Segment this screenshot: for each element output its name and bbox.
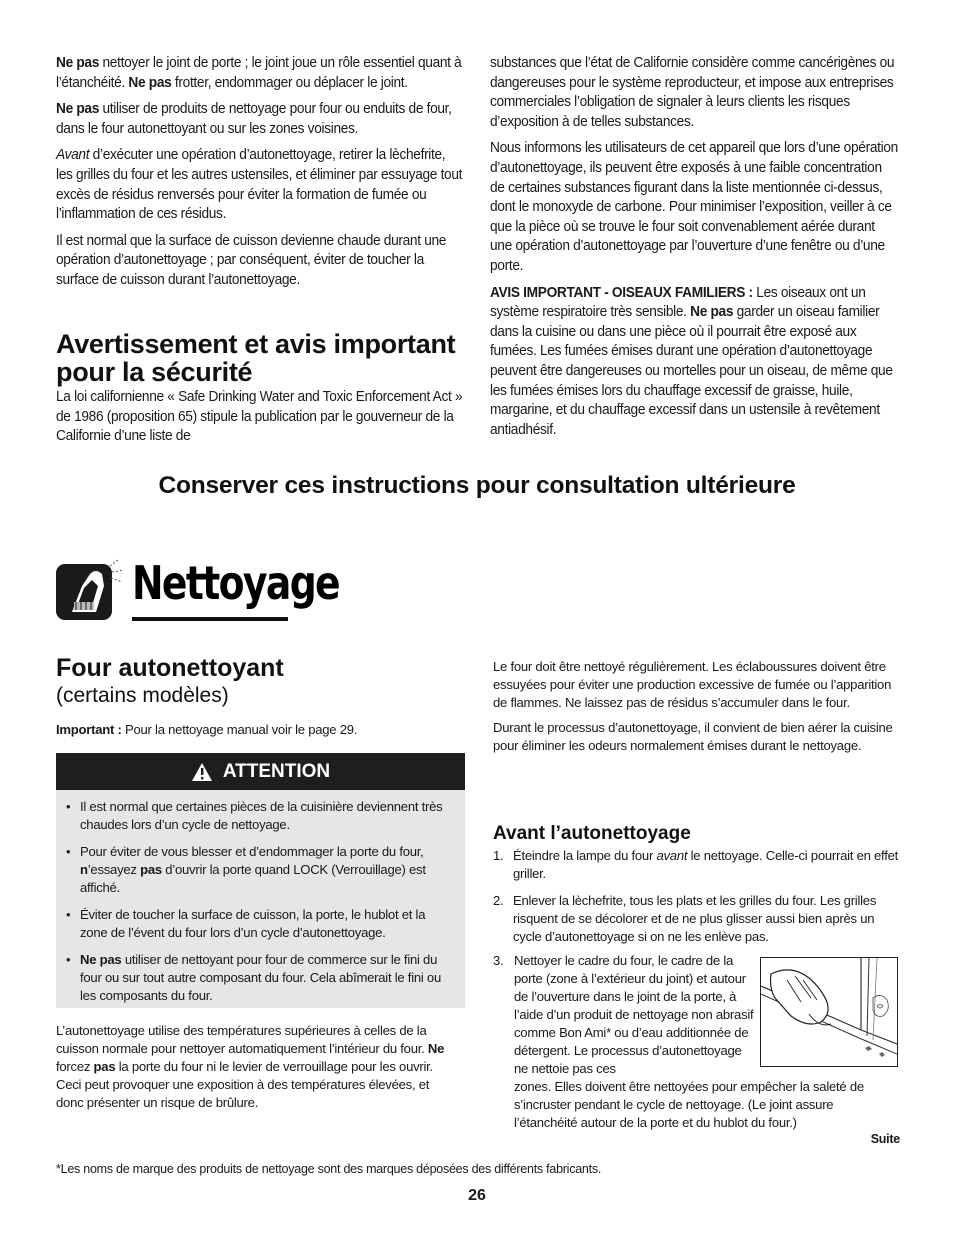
step-3: 3. Nettoyer le cadre du four, le cadre de la porte (zone à l’extérieur du joint) et autour de l’ouverture dans le joint de la porte, à l’aide d’un produit de nettoyage non abrasif comme Bon Ami* ou d’eau additionnée de détergent. Le processus d’autonettoyage ne nettoie pas ces bbox=[493, 953, 754, 1076]
continued-label: Suite bbox=[870, 1132, 900, 1146]
self-clean-description: L’autonettoyage utilise des températures supérieures à celles de la cuisson normale pour nettoyer automatiquement l’intérieur du four. Ne forcez pas la porte du four ni le levier de verrouillage pour les ouvrir. Ceci peut provoquer une exposition à des températures élevées, et donc présenter un risque de brûlure. bbox=[56, 1023, 445, 1110]
regular-cleaning-paragraph: Le four doit être nettoyé régulièrement. Les éclaboussures doivent être essuyées pour éviter une production excessive de fumée ou l’apparition de flammes. Ne laissez pas de résidus s’accumuler dans le four. bbox=[493, 659, 892, 710]
warning-icon bbox=[191, 762, 213, 782]
before-clean-paragraph: Avant d’exécuter une opération d’autonettoyage, retirer la lèchefrite, les grilles du four et les autres ustensiles, et éliminer par essuyage tout excès de résidus renversés pour éviter la formation de fumée ou l’inflammation de ces résidus. bbox=[56, 147, 463, 223]
attention-item: • Éviter de toucher la surface de cuisson, la porte, le hublot et la zone de l’évent du four lors d’un cycle d’autonettoyage. bbox=[66, 906, 443, 942]
before-self-clean-heading: Avant l’autonettoyage bbox=[493, 823, 691, 844]
important-note: Important : Pour la nettoyage manual voir le page 29. bbox=[56, 722, 358, 737]
section-title-underline bbox=[132, 617, 288, 621]
safety-heading: Avertissement et avis important pour la sécurité bbox=[56, 329, 456, 387]
attention-item: • Pour éviter de vous blesser et d’endommager la porte du four, n’essayez pas d’ouvrir la porte quand LOCK (Verrouillage) est affiché. bbox=[66, 843, 443, 897]
section-title: Nettoyage bbox=[132, 556, 339, 610]
step-2: 2. Enlever la lèchefrite, tous les plats et les grilles du four. Les grilles risquent de se décolorer et de ne plus glisser aussi bien après un cycle d’autonettoyage si on ne les enlève pas. bbox=[493, 893, 877, 944]
hot-surface-paragraph: Il est normal que la surface de cuisson devienne chaude durant une opération d’autonettoyage ; par conséquent, éviter de toucher la surface de cuisson durant l’autonettoyage. bbox=[56, 232, 447, 288]
self-clean-subtitle: (certains modèles) bbox=[56, 684, 229, 707]
attention-item: • Ne pas utiliser de nettoyant pour four de commerce sur le fini du four ou sur tout autre composant du four. Cela abîmerait le fini ou les composants du four. bbox=[66, 951, 443, 1005]
trademark-footnote: *Les noms de marque des produits de nettoyage sont des marques déposées des différents fabricants. bbox=[56, 1162, 602, 1176]
page-number: 26 bbox=[468, 1187, 486, 1204]
prop65-continued: substances que l’état de Californie considère comme cancérigènes ou dangereuses pour le système reproducteur, et impose aux entreprises commerciales l’obligation de signaler à leurs clients les risques d’exposition à de telles substances. bbox=[490, 55, 895, 130]
attention-item: • Il est normal que certaines pièces de la cuisinière deviennent très chaudes lors d’un cycle de nettoyage. bbox=[66, 798, 443, 834]
exposure-paragraph: Nous informons les utilisateurs de cet appareil que lors d’une opération d’autonettoyage, ils peuvent être exposés à une faible concentration de certaines substances figurant dans la liste mentionnée ci-dessus, dont le monoxyde de carbone. Pour minimiser l’exposition, veiller à ce que la pièce où se trouve le four soit convenablement aérée durant une opération d’autonettoyage par l’ouverture d’une fenêtre ou d’une porte. bbox=[490, 140, 898, 274]
self-clean-title: Four autonettoyant bbox=[56, 654, 284, 682]
pet-birds-notice: AVIS IMPORTANT - OISEAUX FAMILIERS : Les oiseaux ont un système respiratoire très sensible. Ne pas garder un oiseau familier dans la cuisine ou dans une pièce où il pourrait être exposé aux fumées. Les fumées émises durant une opération d’autonettoyage peuvent être dangereuses ou mortelles pour un oiseau, de même que les fumées émises lors du chauffage excessif de graisse, huile, margarine, et du chauffage excessif dans un ustensile à revêtement antiadhésif. bbox=[490, 284, 893, 438]
cleaning-brush-icon bbox=[56, 556, 128, 620]
door-gasket-warning: Ne pas nettoyer le joint de porte ; le joint joue un rôle essentiel quant à l’étanchéité. Ne pas frotter, endommager ou déplacer le joint. bbox=[56, 55, 462, 91]
before-steps bbox=[493, 847, 901, 955]
save-instructions-title: Conserver ces instructions pour consultation ultérieure bbox=[158, 472, 796, 499]
step-3-continued: zones. Elles doivent être nettoyées pour empêcher la saleté de s’incruster pendant le cycle de nettoyage. (Le joint assure l’étanchéité autour de la porte et du hublot du four.) bbox=[514, 1079, 864, 1130]
cleaner-warning: Ne pas utiliser de produits de nettoyage pour four ou enduits de four, dans le four autonettoyant ou sur les zones voisines. bbox=[56, 101, 452, 137]
top-left-column bbox=[56, 54, 465, 298]
attention-label: ATTENTION bbox=[222, 760, 331, 782]
prop65-intro: La loi californienne « Safe Drinking Water and Toxic Enforcement Act » de 1986 (proposition 65) stipule la publication par le gouverneur de la Californie d’une liste de bbox=[56, 389, 463, 445]
top-right-column bbox=[490, 54, 899, 447]
step-1: 1. Éteindre la lampe du four avant le nettoyage. Celle-ci pourrait en effet griller. bbox=[493, 848, 899, 881]
attention-bar bbox=[56, 753, 465, 790]
ventilation-paragraph: Durant le processus d’autonettoyage, il convient de bien aérer la cuisine pour éliminer les odeurs normalement émises durant le nettoyage. bbox=[493, 720, 893, 753]
right-intro bbox=[493, 658, 901, 762]
oven-frame-illustration bbox=[760, 957, 898, 1067]
attention-box bbox=[56, 790, 465, 1008]
